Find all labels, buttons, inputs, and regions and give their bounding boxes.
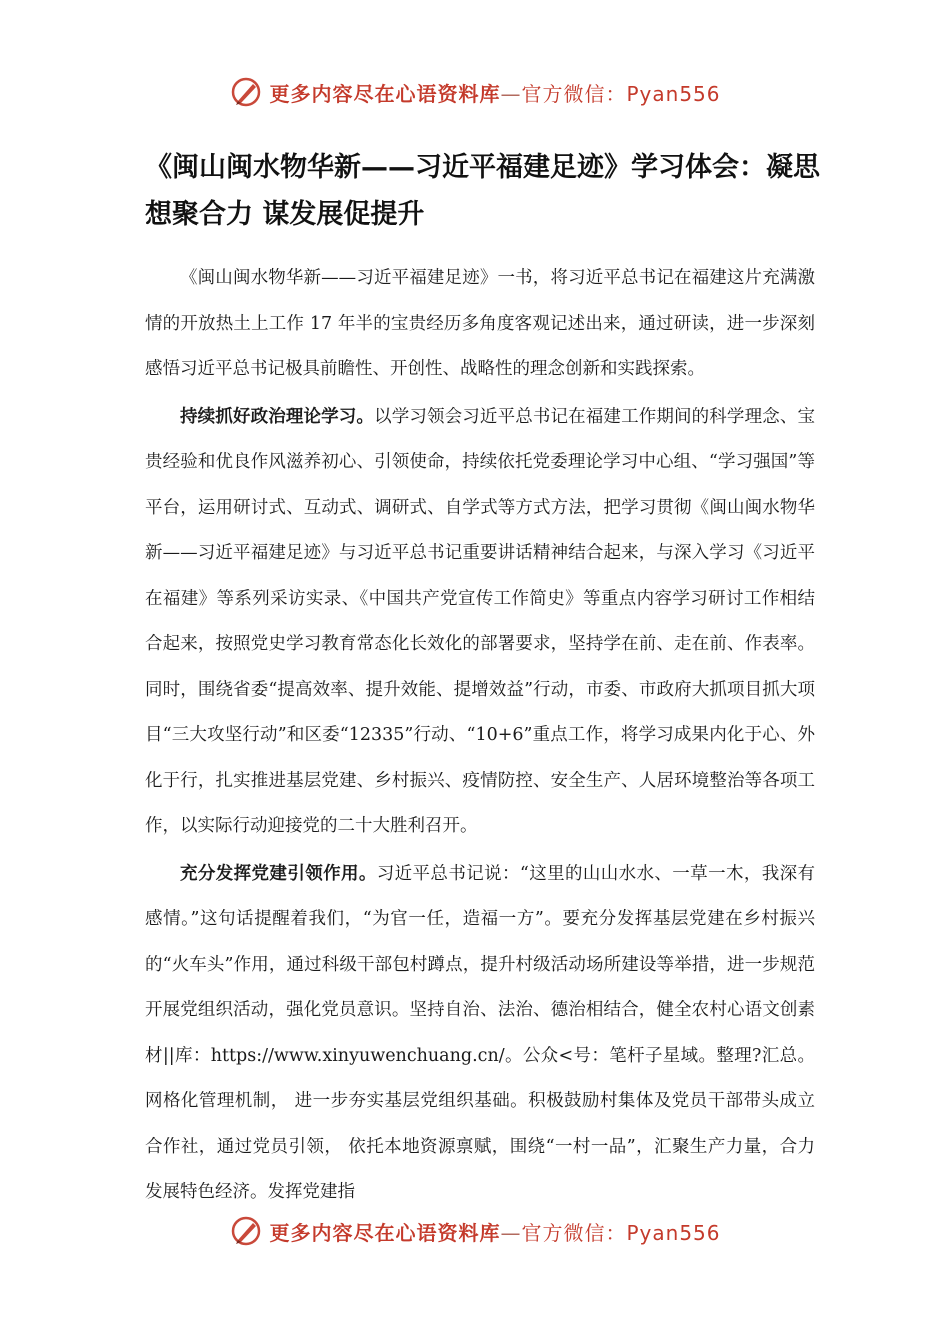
watermark-wechat-label: 官方微信： <box>521 81 627 106</box>
paragraph-text: 习近平总书记说：“这里的山山水水、一草一木，我深有感情。”这句话提醒着我们，“为官一任，造福一方”。要充分发挥基层党建在乡村振兴的“火车头”作用，通过科级干部包村蹲点，提升村级活动场所建设等举措，进一步规范开展党组织活动，强化党员意识。坚持自治、法治、德治相结合，健全农村心语文创素材||库：https://www.xinyuwenchuang.cn/。公众<号：笔杆子星域。整理?汇总。网格化管理机制， 进一步夯实基层党组织基础。积极鼓励村集体及党员干部带头成立合作社，通过党员引领， 依托本地资源禀赋，围绕“一村一品”，汇聚生产力量，合力发展特色经济。发挥党建指 <box>145 863 815 1202</box>
paragraph-study <box>145 395 815 850</box>
paragraph-party-building <box>145 852 815 1216</box>
watermark-account: Pyan556 <box>626 81 721 106</box>
paragraph-lead: 充分发挥党建引领作用。 <box>180 863 377 884</box>
watermark-wechat-label: 官方微信： <box>521 1220 627 1245</box>
watermark-separator: — <box>500 81 522 106</box>
pen-logo-icon <box>229 75 263 109</box>
document-body <box>145 256 815 1218</box>
watermark-text <box>269 1217 720 1246</box>
header-watermark <box>0 72 950 112</box>
watermark-separator: — <box>500 1220 522 1245</box>
footer-watermark <box>0 1211 950 1251</box>
watermark-text <box>269 78 720 107</box>
watermark-brand: 更多内容尽在心语资料库 <box>269 1220 501 1245</box>
pen-logo-icon <box>229 1214 263 1248</box>
watermark-brand: 更多内容尽在心语资料库 <box>269 81 501 106</box>
paragraph-intro <box>145 256 815 393</box>
paragraph-lead: 持续抓好政治理论学习。 <box>180 406 375 427</box>
paragraph-text: 以学习领会习近平总书记在福建工作期间的科学理念、宝贵经验和优良作风滋养初心、引领使命，持续依托党委理论学习中心组、“学习强国”等平台，运用研讨式、互动式、调研式、自学式等方式方法，把学习贯彻《闽山闽水物华新——习近平福建足迹》与习近平总书记重要讲话精神结合起来，与深入学习《习近平在福建》等系列采访实录、《中国共产党宣传工作简史》等重点内容学习研讨工作相结合起来，按照党史学习教育常态化长效化的部署要求，坚持学在前、走在前、作表率。同时，围绕省委“提高效率、提升效能、提增效益”行动，市委、市政府大抓项目抓大项目“三大攻坚行动”和区委“12335”行动、“10+6”重点工作，将学习成果内化于心、外化于行，扎实推进基层党建、乡村振兴、疫情防控、安全生产、人居环境整治等各项工作，以实际行动迎接党的二十大胜利召开。 <box>145 406 816 836</box>
watermark-account: Pyan556 <box>626 1220 721 1245</box>
paragraph-text: 《闽山闽水物华新——习近平福建足迹》一书，将习近平总书记在福建这片充满激情的开放热土上工作 17 年半的宝贵经历多角度客观记述出来，通过研读，进一步深刻感悟习近平总书记极具前瞻性、开创性、战略性的理念创新和实践探索。 <box>145 268 815 379</box>
document-title: 《闽山闽水物华新——习近平福建足迹》学习体会：凝思想聚合力 谋发展促提升 <box>145 152 820 230</box>
